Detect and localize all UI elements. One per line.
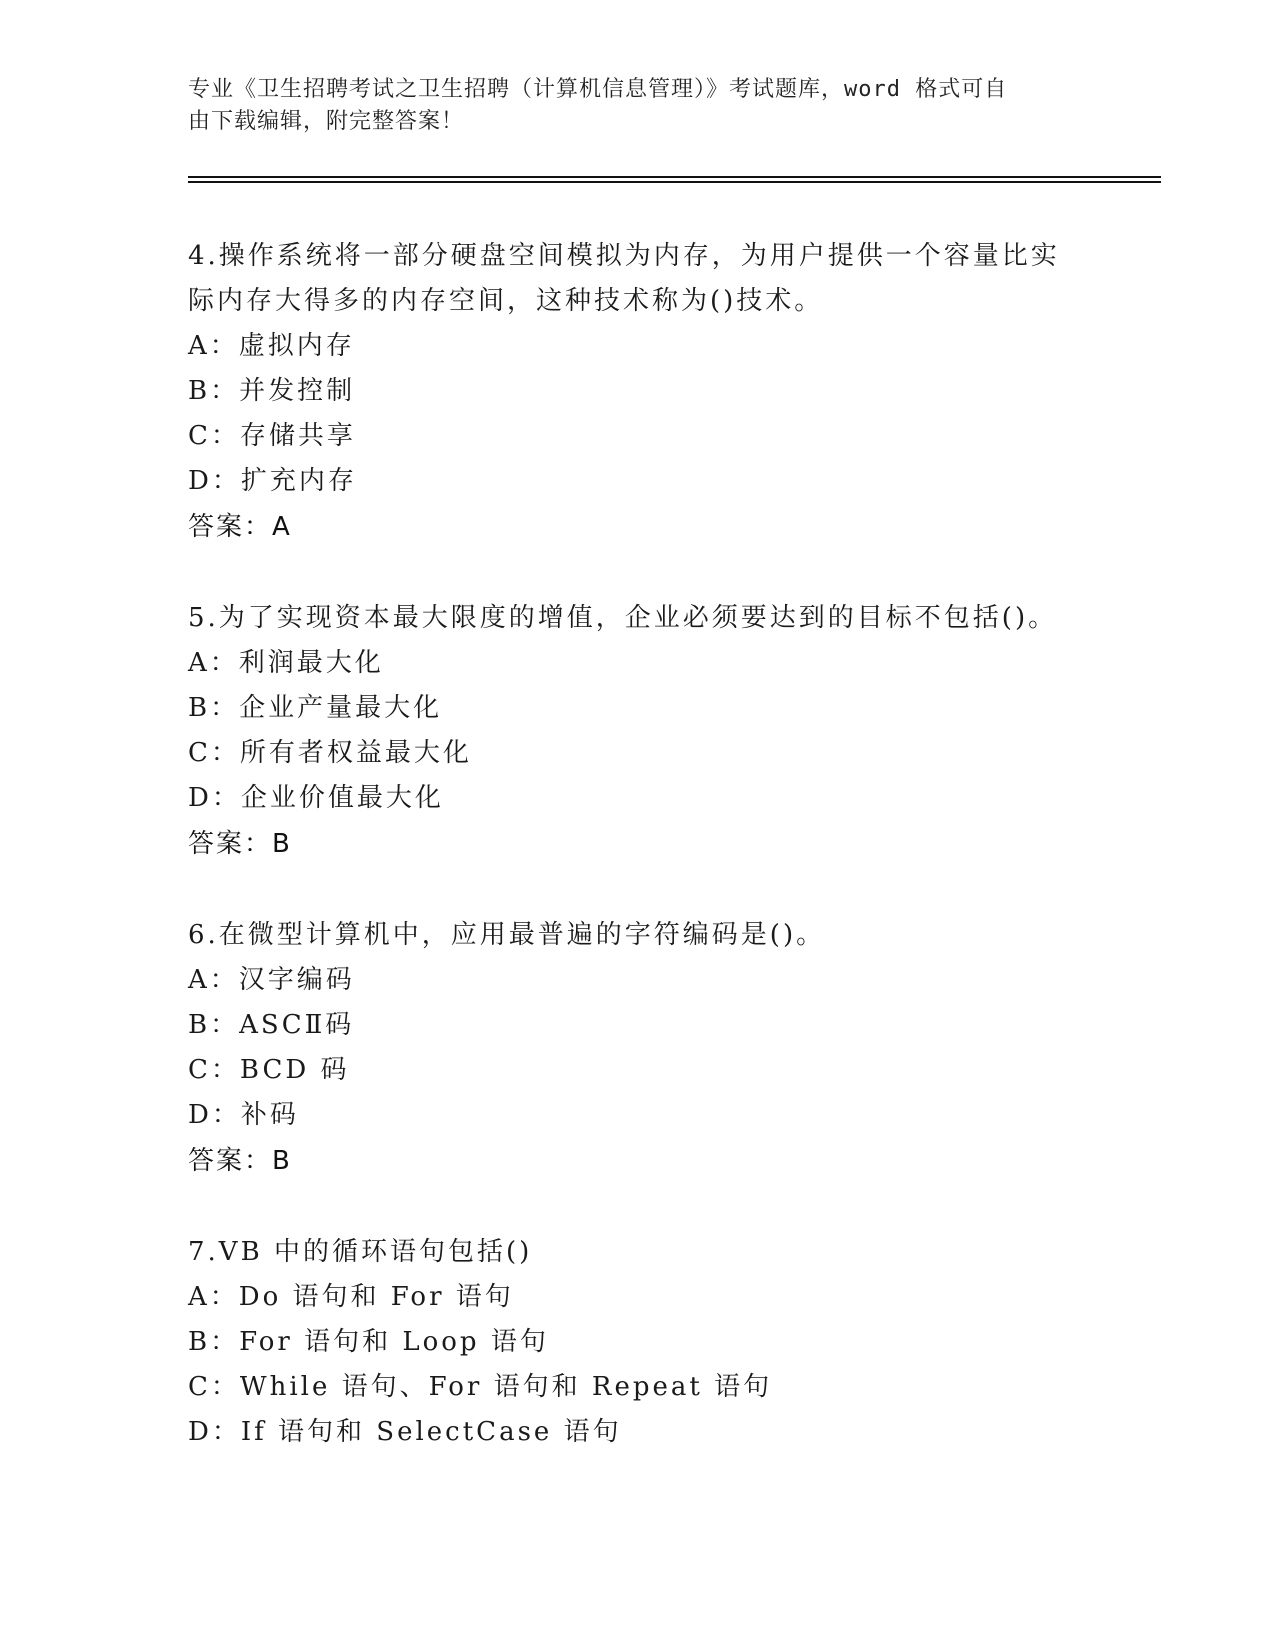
question-stem-line-2: 际内存大得多的内存空间，这种技术称为()技术。 <box>188 286 824 316</box>
option-d: D：扩充内存 <box>188 466 357 496</box>
option-a: A：汉字编码 <box>188 965 355 995</box>
option-a: A：利润最大化 <box>188 648 384 678</box>
option-b: B：ASCⅡ码 <box>188 1010 355 1040</box>
option-a: A：虚拟内存 <box>188 331 355 361</box>
option-d: D：补码 <box>188 1100 299 1130</box>
answer-label: 答案：B <box>188 829 292 859</box>
option-c: C：存储共享 <box>188 421 356 451</box>
header-line-1: 专业《卫生招聘考试之卫生招聘（计算机信息管理）》考试题库，word 格式可自 <box>188 77 1008 102</box>
question-stem-line-1: 5.为了实现资本最大限度的增值，企业必须要达到的目标不包括()。 <box>188 603 1058 633</box>
option-b: B：企业产量最大化 <box>188 693 443 723</box>
option-d: D：If 语句和 SelectCase 语句 <box>188 1417 622 1447</box>
option-b: B：For 语句和 Loop 语句 <box>188 1327 549 1357</box>
option-b: B：并发控制 <box>188 376 356 406</box>
option-d: D：企业价值最大化 <box>188 783 444 813</box>
question-item-4 <box>188 234 1108 550</box>
option-c: C：所有者权益最大化 <box>188 738 472 768</box>
question-stem-line-1: 4.操作系统将一部分硬盘空间模拟为内存，为用户提供一个容量比实 <box>188 241 1060 271</box>
question-stem-line-1: 6.在微型计算机中，应用最普遍的字符编码是()。 <box>188 920 826 950</box>
question-item-7 <box>188 1230 1108 1455</box>
question-list <box>188 234 1108 1501</box>
question-item-6 <box>188 913 1108 1184</box>
document-header <box>188 74 1068 138</box>
answer-label: 答案：B <box>188 1146 292 1176</box>
option-c: C：While 语句、For 语句和 Repeat 语句 <box>188 1372 773 1402</box>
header-line-2: 由下载编辑，附完整答案！ <box>188 109 465 134</box>
option-c: C：BCD 码 <box>188 1055 350 1085</box>
option-a: A：Do 语句和 For 语句 <box>188 1282 514 1312</box>
answer-label: 答案：A <box>188 512 292 542</box>
question-stem-line-1: 7.VB 中的循环语句包括() <box>188 1237 533 1267</box>
header-double-rule <box>188 176 1161 183</box>
question-item-5 <box>188 596 1108 867</box>
